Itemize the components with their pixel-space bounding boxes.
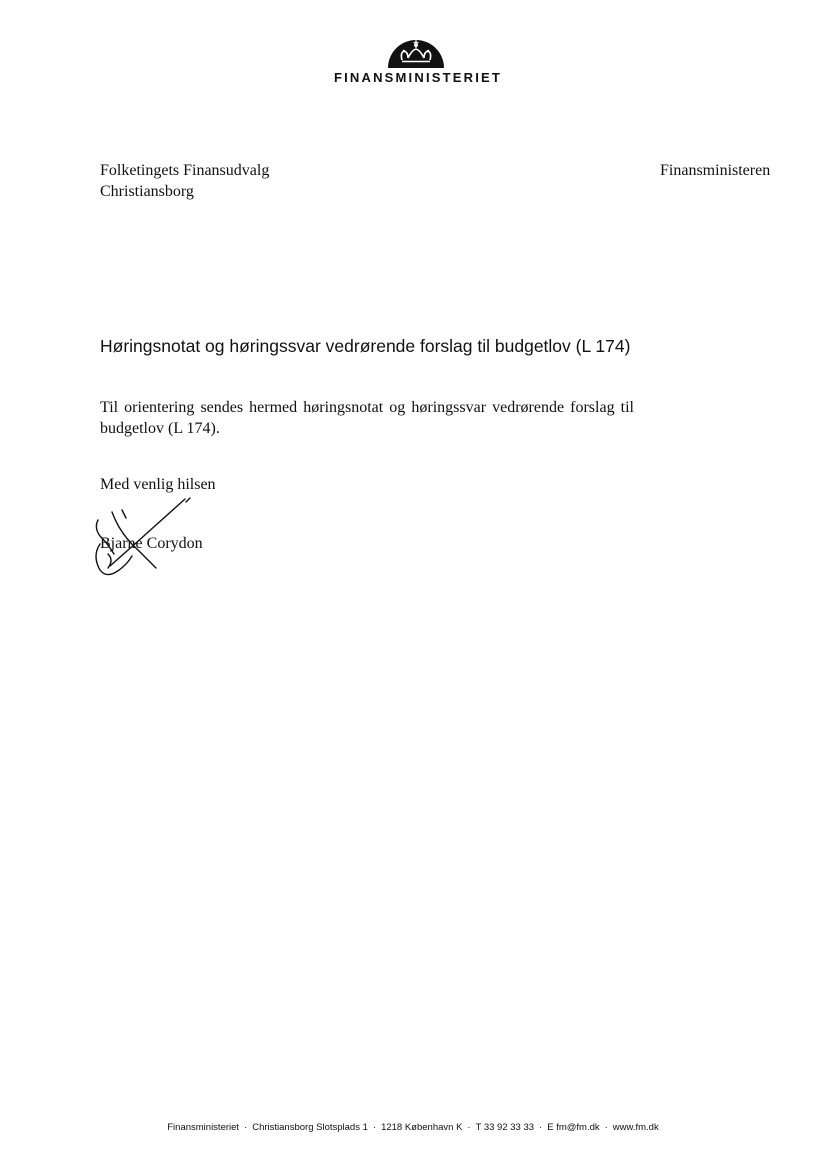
footer-email: E fm@fm.dk — [547, 1122, 600, 1133]
footer-separator: · — [539, 1122, 543, 1133]
body-paragraph: Til orientering sendes hermed høringsnotat og høringssvar vedrørende forslag til budgetlov (L 174). — [100, 399, 634, 437]
sender-name: Finansministeren — [660, 162, 771, 179]
footer-separator: · — [244, 1122, 248, 1133]
footer-phone: T 33 92 33 33 — [475, 1122, 535, 1133]
handwritten-signature — [86, 494, 216, 588]
footer-separator: · — [467, 1122, 471, 1133]
logo-wordmark: FINANSMINISTERIET — [333, 70, 503, 85]
footer-org: Finansministeriet — [167, 1122, 240, 1133]
recipient-address — [100, 160, 269, 202]
signer-name: Bjarne Corydon — [100, 535, 203, 552]
footer-website: www.fm.dk — [612, 1122, 659, 1133]
crown-icon — [386, 36, 446, 68]
footer-city: 1218 København K — [381, 1122, 463, 1133]
closing-greeting: Med venlig hilsen — [100, 476, 216, 493]
footer-separator: · — [372, 1122, 377, 1133]
footer — [0, 1121, 826, 1135]
recipient-line-1: Folketingets Finansudvalg — [100, 162, 270, 179]
footer-address: Christiansborg Slotsplads 1 — [252, 1122, 368, 1133]
footer-separator: · — [604, 1122, 608, 1133]
recipient-line-2: Christiansborg — [100, 183, 194, 200]
letterhead-logo — [330, 36, 506, 88]
subject-heading: Høringsnotat og høringssvar vedrørende forslag til budgetlov (L 174) — [100, 336, 631, 356]
